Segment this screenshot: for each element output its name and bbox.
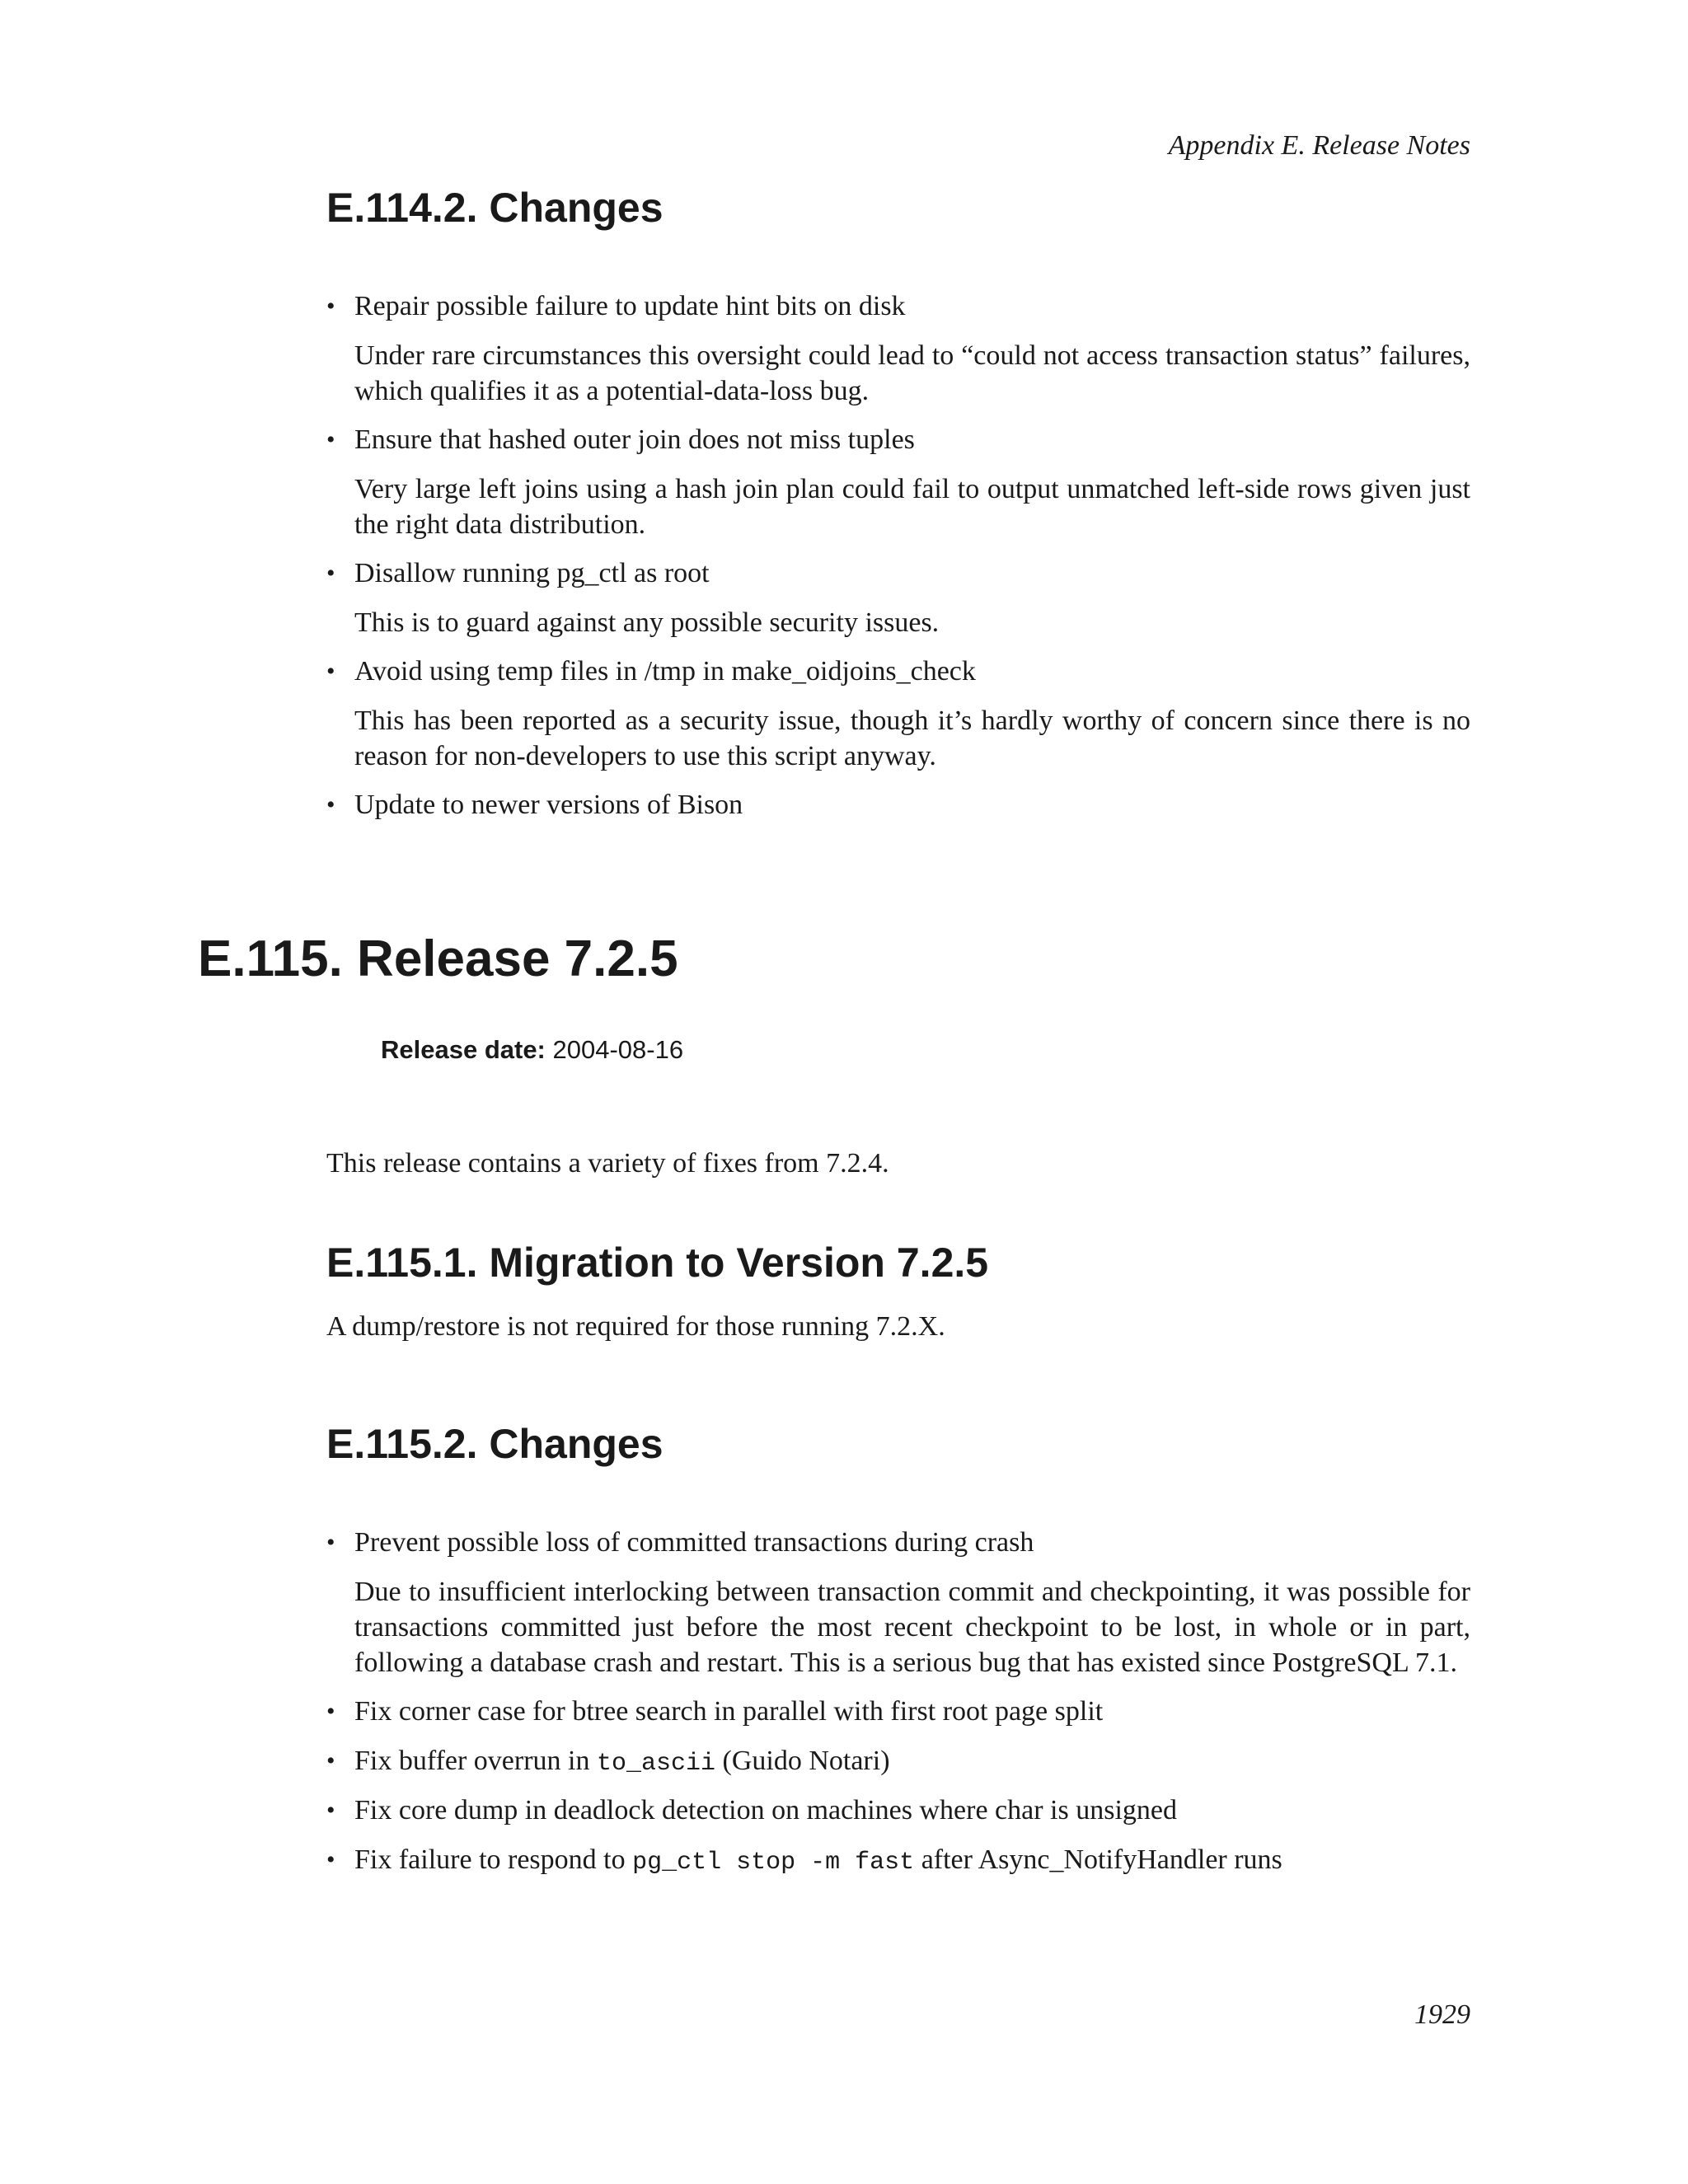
section-heading-e114-2: E.114.2. Changes: [326, 185, 663, 231]
item-title: Prevent possible loss of committed transactions during crash: [354, 1527, 1034, 1558]
item-title: Fix core dump in deadlock detection on machines where char is unsigned: [354, 1795, 1177, 1825]
page-number: 1929: [1414, 1999, 1470, 2030]
release-date: [381, 1033, 683, 1066]
item-description: Very large left joins using a hash join plan could fail to output unmatched left-side rows given just the right data distribution.: [354, 474, 1470, 540]
item-title: Avoid using temp files in /tmp in make_oidjoins_check: [354, 656, 976, 687]
bullet-icon: •: [326, 1846, 335, 1873]
section-heading-e115: E.115. Release 7.2.5: [198, 930, 678, 987]
bullet-icon: •: [326, 1797, 335, 1824]
item-description: Under rare circumstances this oversight could lead to “could not access transaction status” failures, which qualifies it as a potential-data-loss bug.: [354, 340, 1470, 406]
bullet-icon: •: [326, 560, 335, 587]
item-title: Ensure that hashed outer join does not miss tuples: [354, 424, 915, 455]
item-title: Disallow running pg_ctl as root: [354, 558, 710, 588]
item-title: Fix corner case for btree search in parallel with first root page split: [354, 1696, 1104, 1727]
migration-text: A dump/restore is not required for those running 7.2.X.: [326, 1311, 945, 1342]
bullet-icon: •: [326, 1747, 335, 1774]
release-date-value: 2004-08-16: [552, 1035, 684, 1064]
item-title: [354, 1743, 1470, 1782]
item-description: This is to guard against any possible security issues.: [354, 607, 940, 638]
code-to-ascii: to_ascii: [596, 1750, 716, 1778]
running-header: Appendix E. Release Notes: [1168, 130, 1470, 161]
section-heading-e115-2: E.115.2. Changes: [326, 1421, 663, 1467]
item-title-text: (Guido Notari): [715, 1746, 890, 1776]
item-title-text: after Async_NotifyHandler runs: [914, 1844, 1282, 1875]
bullet-icon: •: [326, 293, 335, 320]
item-description: Due to insufficient interlocking between transaction commit and checkpointing, it was possible for transactions committed just before the most recent checkpoint to be lost, in whole or in part, following a database crash and restart. This is a serious bug that has existed since PostgreSQL 7.1.: [354, 1577, 1470, 1678]
item-title-text: Fix buffer overrun in: [354, 1746, 597, 1776]
code-pg-ctl-stop: pg_ctl stop -m fast: [632, 1849, 915, 1877]
bullet-icon: •: [326, 658, 335, 685]
bullet-icon: •: [326, 1529, 335, 1556]
section-heading-e115-1: E.115.1. Migration to Version 7.2.5: [326, 1240, 989, 1286]
item-title-text: Fix failure to respond to: [354, 1844, 633, 1875]
bullet-icon: •: [326, 426, 335, 453]
item-description: This has been reported as a security issue, though it’s hardly worthy of concern since there is no reason for non-developers to use this script anyway.: [354, 705, 1470, 771]
release-intro: This release contains a variety of fixes from 7.2.4.: [326, 1148, 889, 1179]
item-title: Repair possible failure to update hint bits on disk: [354, 291, 906, 321]
release-date-label: Release date:: [381, 1035, 546, 1064]
bullet-icon: •: [326, 1698, 335, 1725]
item-title: [354, 1842, 1470, 1881]
bullet-icon: •: [326, 791, 335, 818]
item-title: Update to newer versions of Bison: [354, 790, 743, 820]
